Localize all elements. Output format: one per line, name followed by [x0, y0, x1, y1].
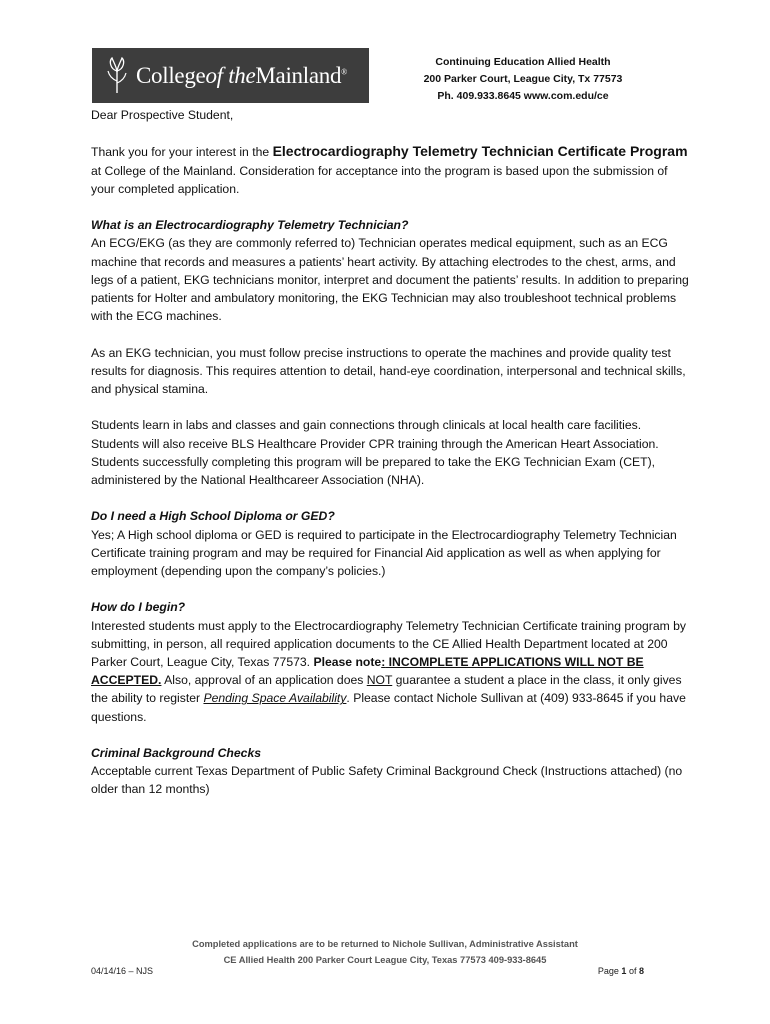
page-number: Page 1 of 8 — [597, 966, 644, 976]
section1-paragraph1: An ECG/EKG (as they are commonly referred to) Technician operates medical equipment, such as an ECG machine that records and measures a patients’ heart activity. By attaching electrodes to the chest, arms, and legs of a patient, EKG technicians monitor, interpret and document the patients’ results. In addition to preparing patients for Holter and ambulatory monitoring, the EKG Technician may also troubleshoot technical problems with the ECG machines. — [91, 236, 689, 324]
header-address: 200 Parker Court, League City, Tx 77573 — [423, 73, 623, 85]
footer-line-1: Completed applications are to be returned to Nichole Sullivan, Administrative Assistant — [192, 939, 578, 949]
section1-paragraph2: As an EKG technician, you must follow precise instructions to operate the machines and provide quality test results for diagnosis. This requires attention to detail, hand-eye coordination, interpersonal and technical skills, and physical stamina. — [91, 345, 686, 396]
section-heading-what-is: What is an Electrocardiography Telemetry Technician? — [91, 218, 409, 233]
section2-paragraph: Yes; A High school diploma or GED is required to participate in the Electrocardiography Telemetry Technician Certificate training program and may be required for Financial Aid application as well as when applying for employment (depending upon the company’s policies.) — [91, 527, 677, 578]
letterhead-address — [378, 54, 668, 105]
section3-paragraph: Interested students must apply to the Electrocardiography Telemetry Technician Certificate training program by submitting, in person, all required application documents to the CE Allied Health Department located at 200 Parker Court, League City, Texas 77573. Please note: INCOMPLETE APPLICATIONS WILL NOT BE ACCEPTED. Also, approval of an application does NOT guarantee a student a place in the class, it only gives the ability to register Pending Space Availability. Please contact Nichole Sullivan at (409) 933-8645 if you have questions. — [91, 618, 687, 724]
program-name: Electrocardiography Telemetry Technician Certificate Program — [272, 143, 688, 160]
section4-paragraph: Acceptable current Texas Department of Public Safety Criminal Background Check (Instructions attached) (no older than 12 months) — [91, 764, 683, 797]
header-contact: Ph. 409.933.8645 www.com.edu/ce — [437, 90, 609, 102]
section-heading-diploma: Do I need a High School Diploma or GED? — [91, 509, 335, 524]
intro-paragraph: Thank you for your interest in the Electrocardiography Telemetry Technician Certificate Program at College of the Mainland. Consideration for acceptance into the program is based upon the submission of your completed application. — [91, 143, 688, 196]
section-heading-background-checks: Criminal Background Checks — [91, 746, 261, 760]
footer-date: 04/14/16 – NJS — [91, 966, 154, 976]
header-department: Continuing Education Allied Health — [435, 56, 611, 68]
footer-line-2: CE Allied Health 200 Parker Court League City, Texas 77573 409-933-8645 — [223, 955, 547, 965]
college-logo — [92, 48, 369, 103]
tulip-logo-icon — [106, 57, 128, 95]
logo-wordmark: Collegeof theMainland® — [136, 62, 347, 88]
letter-body — [91, 106, 691, 799]
section1-paragraph3: Students learn in labs and classes and gain connections through clinicals at local health care facilities. Students will also receive BLS Healthcare Provider CPR training through the American Heart Association. Students successfully completing this program will be prepared to take the EKG Technician Exam (CET), administered by the National Healthcareer Association (NHA). — [91, 418, 659, 487]
salutation: Dear Prospective Student, — [91, 108, 234, 122]
section-heading-how-to-begin: How do I begin? — [91, 600, 186, 615]
footer-return-info — [100, 936, 670, 968]
pending-space-availability: Pending Space Availability — [203, 691, 347, 706]
incomplete-warning: INCOMPLETE APPLICATIONS WILL NOT BE ACCEPTED. — [91, 655, 644, 688]
